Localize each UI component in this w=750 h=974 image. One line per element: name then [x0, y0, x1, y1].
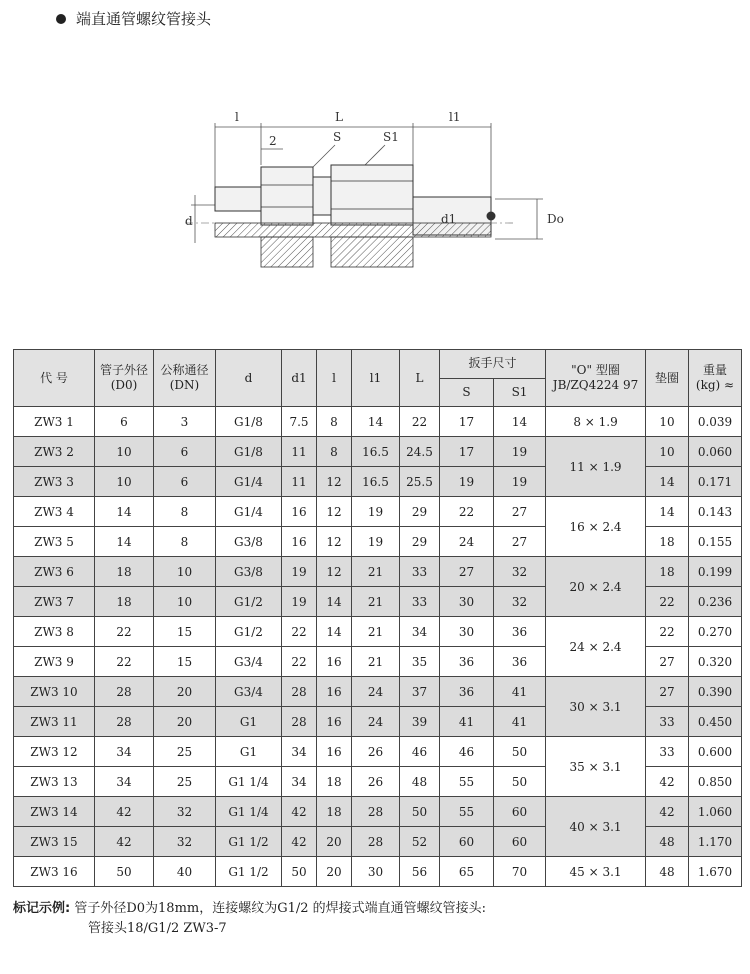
cell-S: 36: [440, 647, 494, 677]
cell-l: 12: [317, 467, 352, 497]
label-L: L: [335, 110, 343, 124]
cell-l: 12: [317, 497, 352, 527]
cell-gasket: 14: [646, 497, 689, 527]
header-weight: 重量 (kg) ≈: [689, 350, 742, 407]
cell-d1: 50: [282, 857, 317, 887]
cell-l: 12: [317, 557, 352, 587]
cell-oring: 8 × 1.9: [546, 407, 646, 437]
cell-L: 24.5: [400, 437, 440, 467]
cell-oring: 24 × 2.4: [546, 617, 646, 677]
cell-d1: 11: [282, 467, 317, 497]
cell-S1: 70: [494, 857, 546, 887]
cell-d: G3/8: [216, 527, 282, 557]
cell-oring: 35 × 3.1: [546, 737, 646, 797]
cell-dn: 6: [154, 467, 216, 497]
label-S1: S1: [383, 130, 399, 144]
cell-dn: 15: [154, 617, 216, 647]
cell-S1: 36: [494, 617, 546, 647]
cell-S: 24: [440, 527, 494, 557]
cell-l1: 14: [352, 407, 400, 437]
cell-l: 18: [317, 797, 352, 827]
table-row: [14, 797, 742, 827]
cell-S1: 32: [494, 587, 546, 617]
table-row: [14, 677, 742, 707]
cell-l1: 16.5: [352, 437, 400, 467]
cell-l1: 16.5: [352, 467, 400, 497]
cell-l: 20: [317, 857, 352, 887]
spec-table: [13, 349, 742, 887]
cell-gasket: 14: [646, 467, 689, 497]
cell-dn: 6: [154, 437, 216, 467]
table-row: [14, 437, 742, 467]
cell-code: ZW3 16: [14, 857, 95, 887]
header-S: S: [440, 378, 494, 407]
cell-code: ZW3 4: [14, 497, 95, 527]
cell-weight: 0.143: [689, 497, 742, 527]
spec-table-body: [14, 407, 742, 887]
header-l: l: [317, 350, 352, 407]
cell-d0: 14: [95, 527, 154, 557]
cell-l1: 19: [352, 497, 400, 527]
cell-d1: 22: [282, 617, 317, 647]
cell-weight: 1.170: [689, 827, 742, 857]
cell-oring: 11 × 1.9: [546, 437, 646, 497]
cell-l1: 21: [352, 587, 400, 617]
cell-dn: 20: [154, 677, 216, 707]
cell-d: G3/8: [216, 557, 282, 587]
cell-d0: 22: [95, 647, 154, 677]
cell-S: 17: [440, 407, 494, 437]
label-2: 2: [269, 134, 277, 148]
cell-weight: 0.155: [689, 527, 742, 557]
cell-L: 46: [400, 737, 440, 767]
header-code: 代 号: [14, 350, 95, 407]
cell-dn: 10: [154, 587, 216, 617]
cell-weight: 0.320: [689, 647, 742, 677]
cell-d1: 16: [282, 497, 317, 527]
cell-S: 46: [440, 737, 494, 767]
cell-code: ZW3 13: [14, 767, 95, 797]
cell-code: ZW3 10: [14, 677, 95, 707]
cell-d: G1/2: [216, 587, 282, 617]
cell-S1: 41: [494, 677, 546, 707]
cell-l1: 19: [352, 527, 400, 557]
cell-S: 60: [440, 827, 494, 857]
cell-dn: 20: [154, 707, 216, 737]
cell-weight: 0.390: [689, 677, 742, 707]
cell-d1: 19: [282, 557, 317, 587]
cell-dn: 8: [154, 497, 216, 527]
cell-dn: 8: [154, 527, 216, 557]
cell-S1: 27: [494, 497, 546, 527]
cell-S1: 60: [494, 797, 546, 827]
cell-weight: 0.199: [689, 557, 742, 587]
cell-weight: 1.060: [689, 797, 742, 827]
cell-S1: 36: [494, 647, 546, 677]
cell-weight: 0.270: [689, 617, 742, 647]
cell-gasket: 42: [646, 797, 689, 827]
cell-d1: 11: [282, 437, 317, 467]
cell-gasket: 48: [646, 857, 689, 887]
cell-gasket: 22: [646, 617, 689, 647]
table-row: [14, 497, 742, 527]
cell-l: 14: [317, 617, 352, 647]
cell-l: 16: [317, 677, 352, 707]
cell-S1: 19: [494, 437, 546, 467]
cell-S1: 19: [494, 467, 546, 497]
cell-S: 55: [440, 767, 494, 797]
cell-oring: 40 × 3.1: [546, 797, 646, 857]
cell-d1: 34: [282, 767, 317, 797]
cell-dn: 32: [154, 827, 216, 857]
cell-gasket: 22: [646, 587, 689, 617]
cell-L: 50: [400, 797, 440, 827]
header-l1: l1: [352, 350, 400, 407]
marking-text: 管子外径D0为18mm，连接螺纹为G1/2 的焊接式端直通管螺纹管接头:: [74, 901, 487, 916]
cell-dn: 40: [154, 857, 216, 887]
cell-l1: 26: [352, 767, 400, 797]
header-wrench: 扳手尺寸: [440, 350, 546, 379]
label-S: S: [333, 130, 342, 144]
cell-d0: 50: [95, 857, 154, 887]
table-row: [14, 407, 742, 437]
cell-dn: 25: [154, 767, 216, 797]
cell-d: G1: [216, 707, 282, 737]
cell-S: 22: [440, 497, 494, 527]
cell-l1: 30: [352, 857, 400, 887]
cell-d1: 28: [282, 707, 317, 737]
cell-gasket: 27: [646, 647, 689, 677]
cell-L: 37: [400, 677, 440, 707]
cell-weight: 0.450: [689, 707, 742, 737]
cell-code: ZW3 14: [14, 797, 95, 827]
cell-S: 55: [440, 797, 494, 827]
cell-d: G1/4: [216, 467, 282, 497]
cell-gasket: 10: [646, 437, 689, 467]
cell-d: G1 1/2: [216, 857, 282, 887]
cell-L: 29: [400, 527, 440, 557]
cell-code: ZW3 11: [14, 707, 95, 737]
label-d1: d1: [441, 212, 457, 226]
cell-d: G1 1/2: [216, 827, 282, 857]
marking-label: 标记示例:: [13, 901, 71, 916]
cell-d0: 18: [95, 557, 154, 587]
header-dn: 公称通径 (DN): [154, 350, 216, 407]
header-L: L: [400, 350, 440, 407]
cell-L: 34: [400, 617, 440, 647]
cell-gasket: 33: [646, 707, 689, 737]
cell-S1: 32: [494, 557, 546, 587]
cell-L: 56: [400, 857, 440, 887]
cell-S: 19: [440, 467, 494, 497]
cell-d0: 34: [95, 767, 154, 797]
cell-weight: 0.600: [689, 737, 742, 767]
cell-L: 22: [400, 407, 440, 437]
header-d: d: [216, 350, 282, 407]
cell-S: 36: [440, 677, 494, 707]
table-row: [14, 617, 742, 647]
cell-S: 27: [440, 557, 494, 587]
cell-d0: 28: [95, 677, 154, 707]
cell-S: 65: [440, 857, 494, 887]
cell-gasket: 42: [646, 767, 689, 797]
cell-d0: 34: [95, 737, 154, 767]
cell-L: 25.5: [400, 467, 440, 497]
section-title: [56, 8, 211, 29]
cell-l: 20: [317, 827, 352, 857]
marking-example: [13, 899, 486, 939]
cell-oring: 16 × 2.4: [546, 497, 646, 557]
cell-l: 18: [317, 767, 352, 797]
cell-d: G1/4: [216, 497, 282, 527]
cell-S1: 14: [494, 407, 546, 437]
cell-code: ZW3 5: [14, 527, 95, 557]
cell-S: 41: [440, 707, 494, 737]
cell-oring: 45 × 3.1: [546, 857, 646, 887]
cell-l1: 21: [352, 557, 400, 587]
cell-code: ZW3 9: [14, 647, 95, 677]
table-row: [14, 857, 742, 887]
cell-l1: 28: [352, 827, 400, 857]
cell-d1: 42: [282, 797, 317, 827]
cell-l: 12: [317, 527, 352, 557]
cell-dn: 3: [154, 407, 216, 437]
cell-weight: 0.850: [689, 767, 742, 797]
cell-d0: 18: [95, 587, 154, 617]
fitting-drawing: [185, 105, 575, 280]
cell-d1: 16: [282, 527, 317, 557]
cell-d: G1: [216, 737, 282, 767]
cell-l: 16: [317, 647, 352, 677]
cell-d1: 7.5: [282, 407, 317, 437]
marking-code: 管接头18/G1/2 ZW3-7: [88, 921, 227, 936]
cell-gasket: 10: [646, 407, 689, 437]
cell-l: 8: [317, 437, 352, 467]
cell-S: 17: [440, 437, 494, 467]
cell-d: G1/2: [216, 617, 282, 647]
cell-d1: 42: [282, 827, 317, 857]
cell-d: G1 1/4: [216, 767, 282, 797]
cell-code: ZW3 6: [14, 557, 95, 587]
header-pipe-od: 管子外径 (D0): [95, 350, 154, 407]
cell-l1: 26: [352, 737, 400, 767]
cell-S1: 27: [494, 527, 546, 557]
cell-weight: 0.039: [689, 407, 742, 437]
cell-dn: 25: [154, 737, 216, 767]
cell-L: 39: [400, 707, 440, 737]
cell-gasket: 48: [646, 827, 689, 857]
cell-d: G1/8: [216, 437, 282, 467]
cell-d1: 19: [282, 587, 317, 617]
cell-d: G1/8: [216, 407, 282, 437]
header-d1: d1: [282, 350, 317, 407]
header-oring: "O" 型圈 JB/ZQ4224 97: [546, 350, 646, 407]
cell-L: 33: [400, 557, 440, 587]
cell-l1: 21: [352, 617, 400, 647]
cell-d0: 42: [95, 827, 154, 857]
cell-l: 16: [317, 737, 352, 767]
cell-gasket: 33: [646, 737, 689, 767]
cell-S1: 50: [494, 767, 546, 797]
cell-l1: 21: [352, 647, 400, 677]
cell-l: 8: [317, 407, 352, 437]
cell-code: ZW3 12: [14, 737, 95, 767]
cell-weight: 0.060: [689, 437, 742, 467]
cell-L: 52: [400, 827, 440, 857]
cell-code: ZW3 2: [14, 437, 95, 467]
cell-weight: 0.236: [689, 587, 742, 617]
cell-oring: 20 × 2.4: [546, 557, 646, 617]
cell-d0: 28: [95, 707, 154, 737]
cell-d0: 10: [95, 437, 154, 467]
cell-d0: 6: [95, 407, 154, 437]
cell-L: 35: [400, 647, 440, 677]
header-gasket: 垫圈: [646, 350, 689, 407]
section-title-text: 端直通管螺纹管接头: [76, 10, 212, 28]
cell-code: ZW3 3: [14, 467, 95, 497]
cell-d0: 42: [95, 797, 154, 827]
label-d: d: [185, 214, 193, 228]
cell-l: 16: [317, 707, 352, 737]
table-row: [14, 557, 742, 587]
cell-d: G1 1/4: [216, 797, 282, 827]
cell-l1: 28: [352, 797, 400, 827]
cell-oring: 30 × 3.1: [546, 677, 646, 737]
cell-gasket: 18: [646, 557, 689, 587]
cell-S: 30: [440, 587, 494, 617]
cell-S1: 60: [494, 827, 546, 857]
cell-gasket: 27: [646, 677, 689, 707]
cell-d0: 14: [95, 497, 154, 527]
cell-dn: 32: [154, 797, 216, 827]
cell-d: G3/4: [216, 677, 282, 707]
cell-S1: 50: [494, 737, 546, 767]
cell-code: ZW3 15: [14, 827, 95, 857]
cell-d1: 34: [282, 737, 317, 767]
label-l1: l1: [449, 110, 461, 124]
cell-S1: 41: [494, 707, 546, 737]
cell-dn: 10: [154, 557, 216, 587]
cell-l1: 24: [352, 677, 400, 707]
cell-S: 30: [440, 617, 494, 647]
cell-L: 33: [400, 587, 440, 617]
cell-code: ZW3 8: [14, 617, 95, 647]
table-row: [14, 737, 742, 767]
bullet-icon: [56, 14, 66, 24]
cell-weight: 0.171: [689, 467, 742, 497]
cell-L: 29: [400, 497, 440, 527]
cell-code: ZW3 1: [14, 407, 95, 437]
cell-weight: 1.670: [689, 857, 742, 887]
header-S1: S1: [494, 378, 546, 407]
cell-L: 48: [400, 767, 440, 797]
cell-code: ZW3 7: [14, 587, 95, 617]
cell-d0: 22: [95, 617, 154, 647]
cell-l: 14: [317, 587, 352, 617]
cell-d0: 10: [95, 467, 154, 497]
cell-d1: 22: [282, 647, 317, 677]
label-D0: Do: [547, 212, 564, 226]
cell-d1: 28: [282, 677, 317, 707]
cell-l1: 24: [352, 707, 400, 737]
cell-d: G3/4: [216, 647, 282, 677]
label-l: l: [235, 110, 239, 124]
cell-gasket: 18: [646, 527, 689, 557]
cell-dn: 15: [154, 647, 216, 677]
